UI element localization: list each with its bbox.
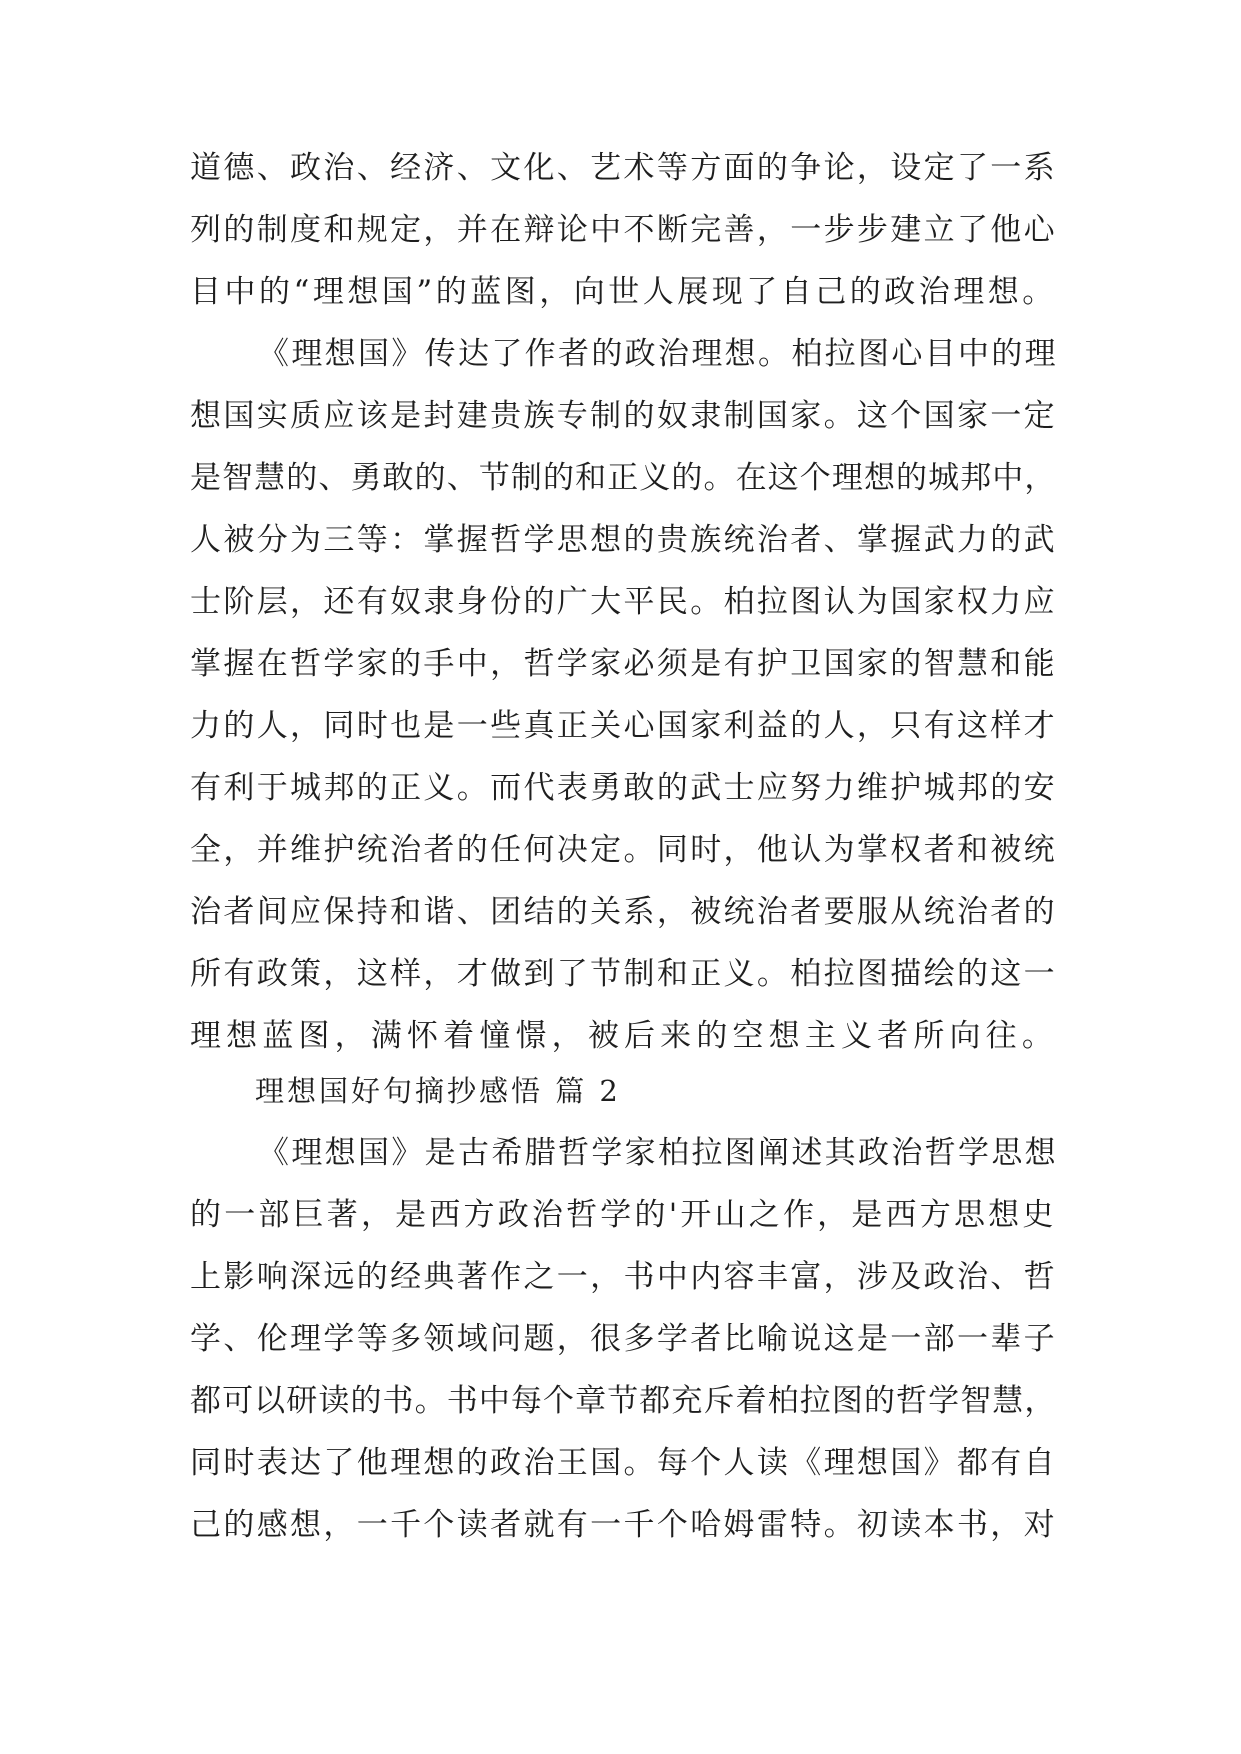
text-line: 全，并维护统治者的任何决定。同时，他认为掌权者和被统: [190, 832, 1057, 868]
text-line: 所有政策，这样，才做到了节制和正义。柏拉图描绘的这一: [190, 956, 1057, 992]
text-line: 有利于城邦的正义。而代表勇敢的武士应努力维护城邦的安: [190, 770, 1057, 806]
section-2-text: [190, 1122, 1070, 1556]
text-line: 己的感想，一千个读者就有一千个哈姆雷特。初读本书，对: [190, 1507, 1057, 1543]
text-line: 《理想国》是古希腊哲学家柏拉图阐述其政治哲学思想: [258, 1135, 1058, 1171]
text-line: 都可以研读的书。书中每个章节都充斥着柏拉图的哲学智慧，: [190, 1383, 1057, 1419]
text-line: 人被分为三等：掌握哲学思想的贵族统治者、掌握武力的武: [190, 522, 1057, 558]
text-line: 治者间应保持和谐、团结的关系，被统治者要服从统治者的: [190, 894, 1057, 930]
text-line: 士阶层，还有奴隶身份的广大平民。柏拉图认为国家权力应: [190, 584, 1057, 620]
text-line: 列的制度和规定，并在辩论中不断完善，一步步建立了他心: [190, 212, 1057, 248]
text-line: 掌握在哲学家的手中，哲学家必须是有护卫国家的智慧和能: [190, 646, 1057, 682]
text-line: 力的人，同时也是一些真正关心国家利益的人，只有这样才: [190, 708, 1057, 744]
text-line: 是智慧的、勇敢的、节制的和正义的。在这个理想的城邦中，: [190, 460, 1057, 496]
text-line: 理想蓝图，满怀着憧憬，被后来的空想主义者所向往。: [190, 1018, 1058, 1054]
text-line: 学、伦理学等多领域问题，很多学者比喻说这是一部一辈子: [190, 1321, 1057, 1357]
section-1-text: [190, 137, 1070, 1067]
text-line: 上影响深远的经典著作之一，书中内容丰富，涉及政治、哲: [190, 1259, 1057, 1295]
text-line: 同时表达了他理想的政治王国。每个人读《理想国》都有自: [190, 1445, 1057, 1481]
text-line: 的一部巨著，是西方政治哲学的'开山之作，是西方思想史: [190, 1197, 1057, 1233]
text-line: 目中的“理想国”的蓝图，向世人展现了自己的政治理想。: [190, 274, 1057, 310]
text-line: 《理想国》传达了作者的政治理想。柏拉图心目中的理: [258, 336, 1058, 372]
text-line: 道德、政治、经济、文化、艺术等方面的争论，设定了一系: [190, 150, 1057, 186]
section-heading: 理想国好句摘抄感悟 篇 2: [255, 1074, 621, 1108]
text-line: 想国实质应该是封建贵族专制的奴隶制国家。这个国家一定: [190, 398, 1057, 434]
